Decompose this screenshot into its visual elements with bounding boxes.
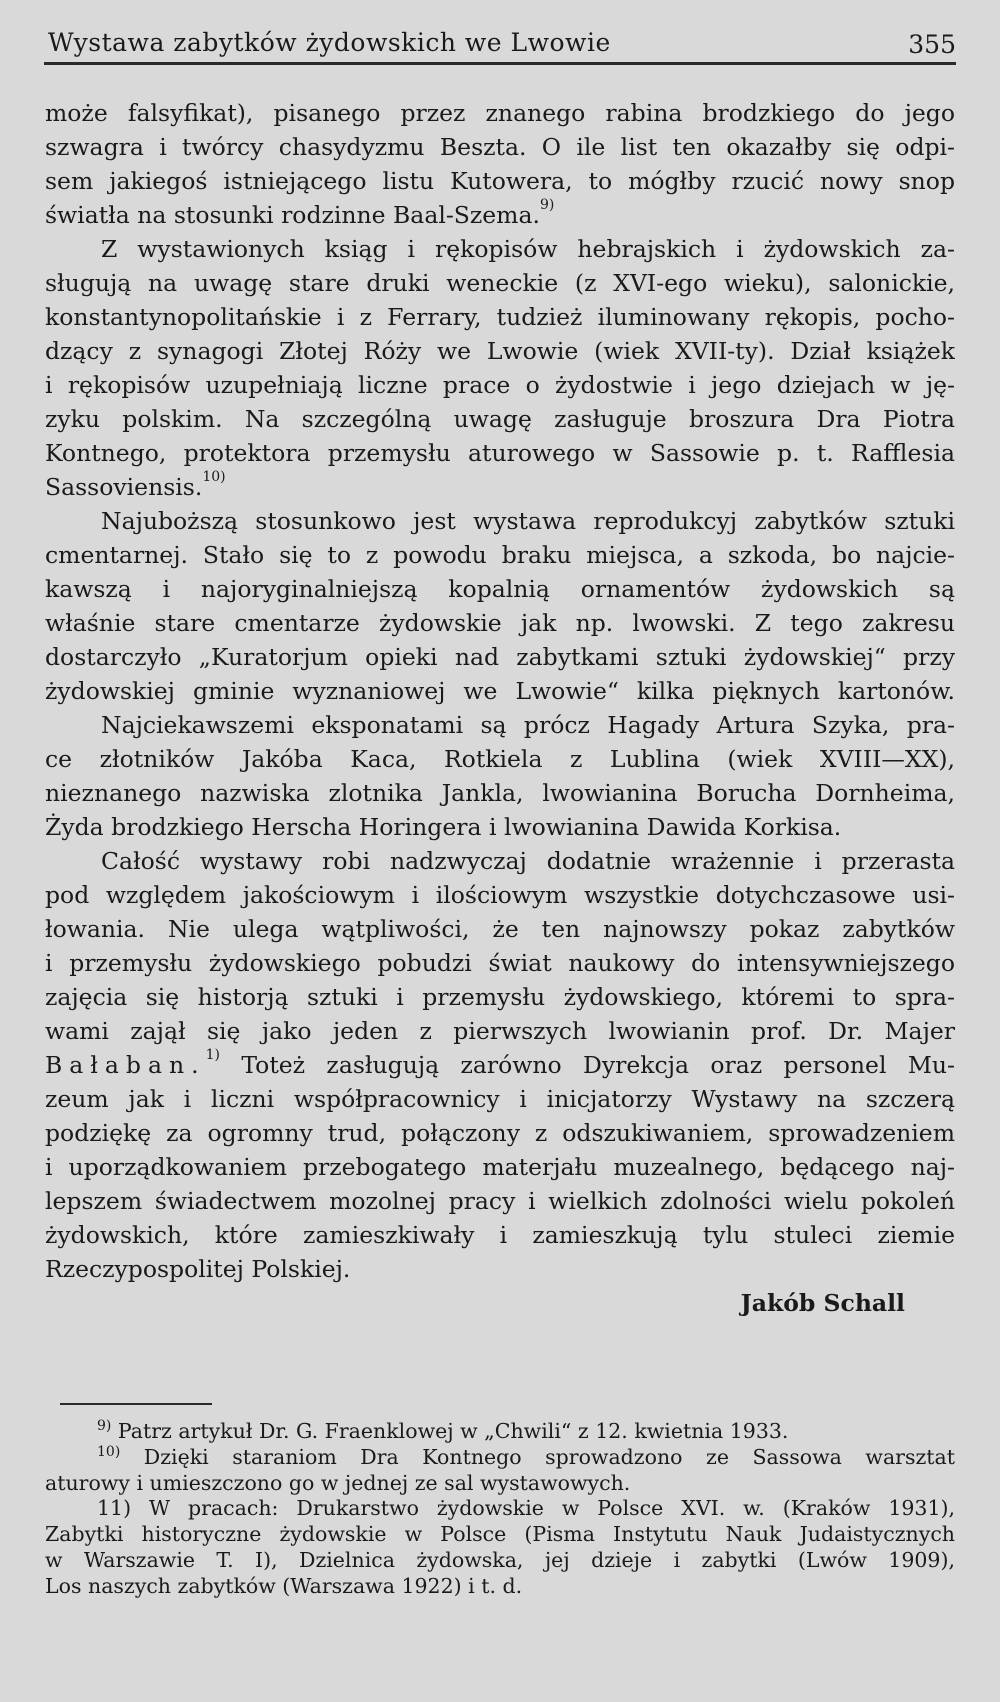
text-line bbox=[45, 572, 955, 606]
line-text: pod względem jakościowym i ilościowym wszystkie dotychczasowe usi- bbox=[45, 881, 955, 909]
spaced-name: Bałaban. bbox=[45, 1051, 206, 1079]
line-text: sługują na uwagę stare druki weneckie (z XVI-ego wieku), salonickie, bbox=[45, 269, 955, 297]
line-text: Kontnego, protektora przemysłu aturowego w Sassowie p. t. Rafflesia bbox=[45, 439, 955, 467]
text-line bbox=[45, 266, 955, 300]
line-text: Całość wystawy robi nadzwyczaj dodatnie wrażennie i przerasta bbox=[101, 847, 955, 875]
line-text: kawszą i najoryginalniejszą kopalnią ornamentów żydowskich są bbox=[45, 575, 955, 603]
footnote-line bbox=[45, 1496, 955, 1522]
text-line bbox=[45, 980, 955, 1014]
footnote-ref: 9) bbox=[539, 198, 555, 213]
text-line bbox=[45, 232, 955, 266]
footnote-line bbox=[45, 1574, 955, 1600]
line-text: podziękę za ogromny trud, połączony z odszukiwaniem, sprowadzeniem bbox=[45, 1119, 955, 1147]
footnote-text: Zabytki historyczne żydowskie w Polsce (Pisma Instytutu Nauk Judaistycznych bbox=[45, 1522, 955, 1547]
line-text: Najuboższą stosunkowo jest wystawa reprodukcyj zabytków sztuki bbox=[101, 507, 955, 535]
footnotes bbox=[45, 1419, 955, 1600]
line-text: wami zajął się jako jeden z pierwszych lwowianin prof. Dr. Majer bbox=[45, 1017, 955, 1045]
text-line bbox=[45, 1116, 955, 1150]
text-line bbox=[45, 742, 955, 776]
text-line bbox=[45, 912, 955, 946]
line-text: lepszem świadectwem mozolnej pracy i wielkich zdolności wielu pokoleń bbox=[45, 1187, 955, 1215]
footnote-line bbox=[45, 1419, 955, 1445]
text-line bbox=[45, 538, 955, 572]
line-text: światła na stosunki rodzinne Baal-Szema. bbox=[45, 201, 540, 229]
line-text: zajęcia się historją sztuki i przemysłu żydowskiego, któremi to spra- bbox=[45, 983, 955, 1011]
text-line bbox=[45, 334, 955, 368]
line-text: żydowskiej gminie wyznaniowej we Lwowie“ kilka pięknych kartonów. bbox=[45, 677, 955, 705]
text-line bbox=[45, 96, 955, 130]
running-title: Wystawa zabytków żydowskich we Lwowie bbox=[48, 28, 611, 57]
line-text: Żyda brodzkiego Herscha Horingera i lwowianina Dawida Korkisa. bbox=[45, 813, 842, 841]
footnote-ref: 10) bbox=[202, 470, 226, 485]
text-line bbox=[45, 1082, 955, 1116]
text-line bbox=[45, 1184, 955, 1218]
footnote-text: w Warszawie T. I), Dzielnica żydowska, jej dzieje i zabytki (Lwów 1909), bbox=[45, 1547, 955, 1572]
text-line bbox=[45, 130, 955, 164]
text-line bbox=[45, 776, 955, 810]
line-text: cmentarnej. Stało się to z powodu braku miejsca, a szkoda, bo najcie- bbox=[45, 541, 955, 569]
footnote bbox=[45, 1445, 955, 1497]
line-text: łowania. Nie ulega wątpliwości, że ten najnowszy pokaz zabytków bbox=[45, 915, 955, 943]
line-text: zyku polskim. Na szczególną uwagę zasługuje broszura Dra Piotra bbox=[45, 405, 955, 433]
line-text: zeum jak i liczni współpracownicy i inicjatorzy Wystawy na szczerą bbox=[45, 1085, 955, 1113]
text-line bbox=[45, 1150, 955, 1184]
text-line bbox=[45, 1252, 955, 1286]
line-text: dzący z synagogi Złotej Róży we Lwowie (wiek XVII-ty). Dział książek bbox=[45, 337, 955, 365]
text-line bbox=[45, 810, 955, 844]
line-text: Z wystawionych ksiąg i rękopisów hebrajskich i żydowskich za- bbox=[101, 235, 955, 263]
text-line bbox=[45, 878, 955, 912]
page-number: 355 bbox=[908, 30, 956, 59]
line-text: ce złotników Jakóba Kaca, Rotkiela z Lublina (wiek XVIII—XX), bbox=[45, 745, 955, 773]
footnote-line bbox=[45, 1522, 955, 1548]
footnote bbox=[45, 1419, 955, 1445]
footnote-marker: 9) bbox=[97, 1419, 112, 1434]
line-text: Rzeczypospolitej Polskiej. bbox=[45, 1255, 351, 1283]
line-text: Sassoviensis. bbox=[45, 473, 203, 501]
text-line bbox=[45, 436, 955, 470]
footnote-text: aturowy i umieszczono go w jednej ze sal wystawowych. bbox=[45, 1470, 631, 1495]
text-line bbox=[45, 946, 955, 980]
line-text: i rękopisów uzupełniają liczne prace o żydostwie i jego dziejach w ję- bbox=[45, 371, 955, 399]
text-line bbox=[45, 708, 955, 742]
footnote-text: Patrz artykuł Dr. G. Fraenklowej w „Chwili“ z 12. kwietnia 1933. bbox=[111, 1419, 789, 1443]
line-text: konstantynopolitańskie i z Ferrary, tudzież iluminowany rękopis, pocho- bbox=[45, 303, 955, 331]
footnote-line bbox=[45, 1445, 955, 1471]
line-text: może falsyfikat), pisanego przez znanego rabina brodzkiego do jego bbox=[45, 99, 955, 127]
text-line bbox=[45, 368, 955, 402]
text-line bbox=[45, 300, 955, 334]
footnote bbox=[45, 1496, 955, 1599]
text-line bbox=[45, 504, 955, 538]
line-text: Toteż zasługują zarówno Dyrekcja oraz personel Mu- bbox=[219, 1051, 955, 1079]
text-line bbox=[45, 198, 955, 232]
text-line bbox=[45, 470, 955, 504]
line-text: i przemysłu żydowskiego pobudzi świat naukowy do intensywniejszego bbox=[45, 949, 955, 977]
text-line bbox=[45, 640, 955, 674]
text-line bbox=[45, 674, 955, 708]
line-text: żydowskich, które zamieszkiwały i zamieszkują tylu stuleci ziemie bbox=[45, 1221, 955, 1249]
footnote-ref: 1) bbox=[205, 1048, 220, 1063]
text-line bbox=[45, 402, 955, 436]
line-text: nieznanego nazwiska zlotnika Jankla, lwowianina Borucha Dornheima, bbox=[45, 779, 955, 807]
footnote-rule bbox=[60, 1403, 212, 1405]
text-line bbox=[45, 844, 955, 878]
line-text: szwagra i twórcy chasydyzmu Beszta. O ile list ten okazałby się odpi- bbox=[45, 133, 955, 161]
line-text: dostarczyło „Kuratorjum opieki nad zabytkami sztuki żydowskiej“ przy bbox=[45, 643, 955, 671]
author-signature: Jakób Schall bbox=[740, 1289, 905, 1317]
footnote-text: Dzięki staraniom Dra Kontnego sprowadzono ze Sassowa warsztat bbox=[120, 1444, 955, 1469]
text-line bbox=[45, 164, 955, 198]
footnote-marker: 10) bbox=[97, 1444, 121, 1460]
footnote-text: 11) W pracach: Drukarstwo żydowskie w Polsce XVI. w. (Kraków 1931), bbox=[97, 1496, 955, 1521]
article-body bbox=[45, 96, 955, 1320]
text-line bbox=[45, 1218, 955, 1252]
text-line bbox=[45, 1048, 955, 1082]
line-text: Najciekawszemi eksponatami są prócz Hagady Artura Szyka, pra- bbox=[101, 711, 955, 739]
line-text: i uporządkowaniem przebogatego materjału muzealnego, będącego naj- bbox=[45, 1153, 955, 1181]
footnote-line bbox=[45, 1548, 955, 1574]
footnote-text: Los naszych zabytków (Warszawa 1922) i t. d. bbox=[45, 1573, 523, 1598]
text-line bbox=[45, 1014, 955, 1048]
line-text: sem jakiegoś istniejącego listu Kutowera, to mógłby rzucić nowy snop bbox=[45, 167, 955, 195]
line-text: właśnie stare cmentarze żydowskie jak np. lwowski. Z tego zakresu bbox=[45, 609, 955, 637]
text-line bbox=[45, 606, 955, 640]
footnote-line bbox=[45, 1471, 955, 1497]
running-header bbox=[44, 22, 956, 65]
